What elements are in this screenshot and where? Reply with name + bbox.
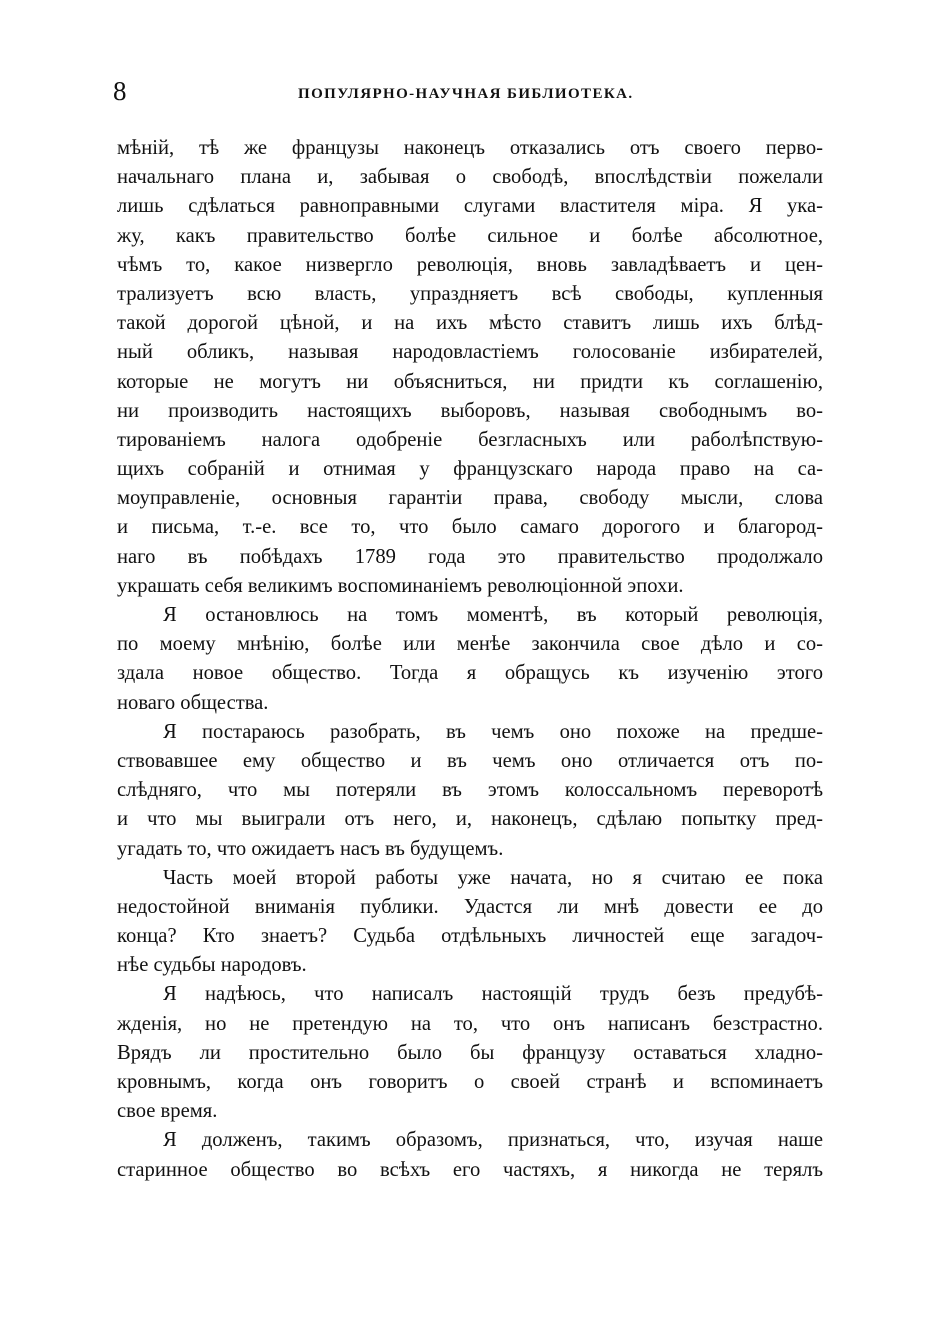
text-line: жденія, но не претендую на то, что онъ написанъ безстрастно. — [117, 1012, 823, 1035]
text-line: Я надѣюсь, что написалъ настоящій трудъ безъ предубѣ- — [163, 983, 823, 1006]
text-line: недостойной вниманія публики. Удастся ли мнѣ довести ее до — [117, 895, 823, 918]
running-title: ПОПУЛЯРНО-НАУЧНАЯ БИБЛИОТЕКА. — [298, 86, 634, 102]
text-line: Я долженъ, такимъ образомъ, признаться, что, изучая наше — [163, 1129, 823, 1152]
text-line: жу, какъ правительство болѣе сильное и болѣе абсолютное, — [117, 224, 823, 247]
text-line: ни производить настоящихъ выборовъ, называя свободнымъ во- — [117, 399, 823, 422]
text-line: здала новое общество. Тогда я обращусь къ изученію этого — [117, 662, 823, 685]
page-number: 8 — [113, 76, 127, 106]
body-text — [117, 134, 823, 1185]
text-line: моуправленіе, основныя гарантіи права, свободу мысли, слова — [117, 487, 823, 510]
text-line: Врядъ ли простительно было бы французу оставаться хладно- — [117, 1041, 823, 1064]
text-line: щихъ собраній и отнимая у французскаго народа право на са- — [117, 458, 823, 481]
text-line: наго въ побѣдахъ 1789 года это правительство продолжало — [117, 545, 823, 568]
text-line: мѣній, тѣ же французы наконецъ отказались отъ своего перво- — [117, 137, 823, 159]
text-line: трализуетъ всю власть, упраздняетъ всѣ свободы, купленныя — [117, 282, 823, 305]
text-line: Часть моей второй работы уже начата, но я считаю ее пока — [163, 866, 823, 889]
text-line: начальнаго плана и, забывая о свободѣ, впослѣдствіи пожелали — [117, 166, 823, 189]
text-line: кровнымъ, когда онъ говоритъ о своей странѣ и вспоминаетъ — [117, 1071, 823, 1093]
text-line: такой дорогой цѣной, и на ихъ мѣсто ставитъ лишь ихъ блѣд- — [117, 312, 823, 335]
text-line: свое время. — [117, 1100, 218, 1123]
text-line: Я остановлюсь на томъ моментѣ, въ который революція, — [163, 604, 823, 626]
text-line: чѣмъ то, какое низвергло революція, вновь завладѣваетъ и цен- — [117, 253, 823, 276]
text-line: и письма, т.-е. все то, что было самаго дорогого и благород- — [117, 516, 823, 539]
text-line: лишь сдѣлаться равноправными слугами властителя міра. Я ука- — [117, 195, 823, 218]
text-line: нѣе судьбы народовъ. — [117, 954, 307, 977]
text-line: и что мы выиграли отъ него, и, наконецъ, сдѣлаю попытку пред- — [117, 808, 823, 831]
text-line: слѣдняго, что мы потеряли въ этомъ колоссальномъ переворотѣ — [117, 779, 823, 802]
text-line: ный обликъ, называя народовластіемъ голосованіе избирателей, — [117, 341, 823, 364]
text-line: Я постараюсь разобрать, въ чемъ оно похоже на предше- — [163, 720, 823, 743]
text-line: новаго общества. — [117, 691, 269, 714]
text-line: угадать то, что ожидаетъ насъ въ будущемъ. — [117, 837, 504, 860]
text-line: по моему мнѣнію, болѣе или менѣе закончила свое дѣло и со- — [117, 633, 823, 656]
text-line: которые не могутъ ни объясниться, ни придти къ соглашенію, — [117, 370, 823, 393]
text-line: старинное общество во всѣхъ его частяхъ, я никогда не терялъ — [117, 1158, 823, 1181]
text-line: ствовавшее ему общество и въ чемъ оно отличается отъ по- — [117, 749, 823, 772]
text-line: украшать себя великимъ воспоминаніемъ революціонной эпохи. — [117, 574, 684, 597]
text-line: конца? Кто знаетъ? Судьба отдѣльныхъ личностей еще загадоч- — [117, 925, 823, 948]
text-line: тированіемъ налога одобреніе безгласныхъ или раболѣпствую- — [117, 428, 823, 451]
